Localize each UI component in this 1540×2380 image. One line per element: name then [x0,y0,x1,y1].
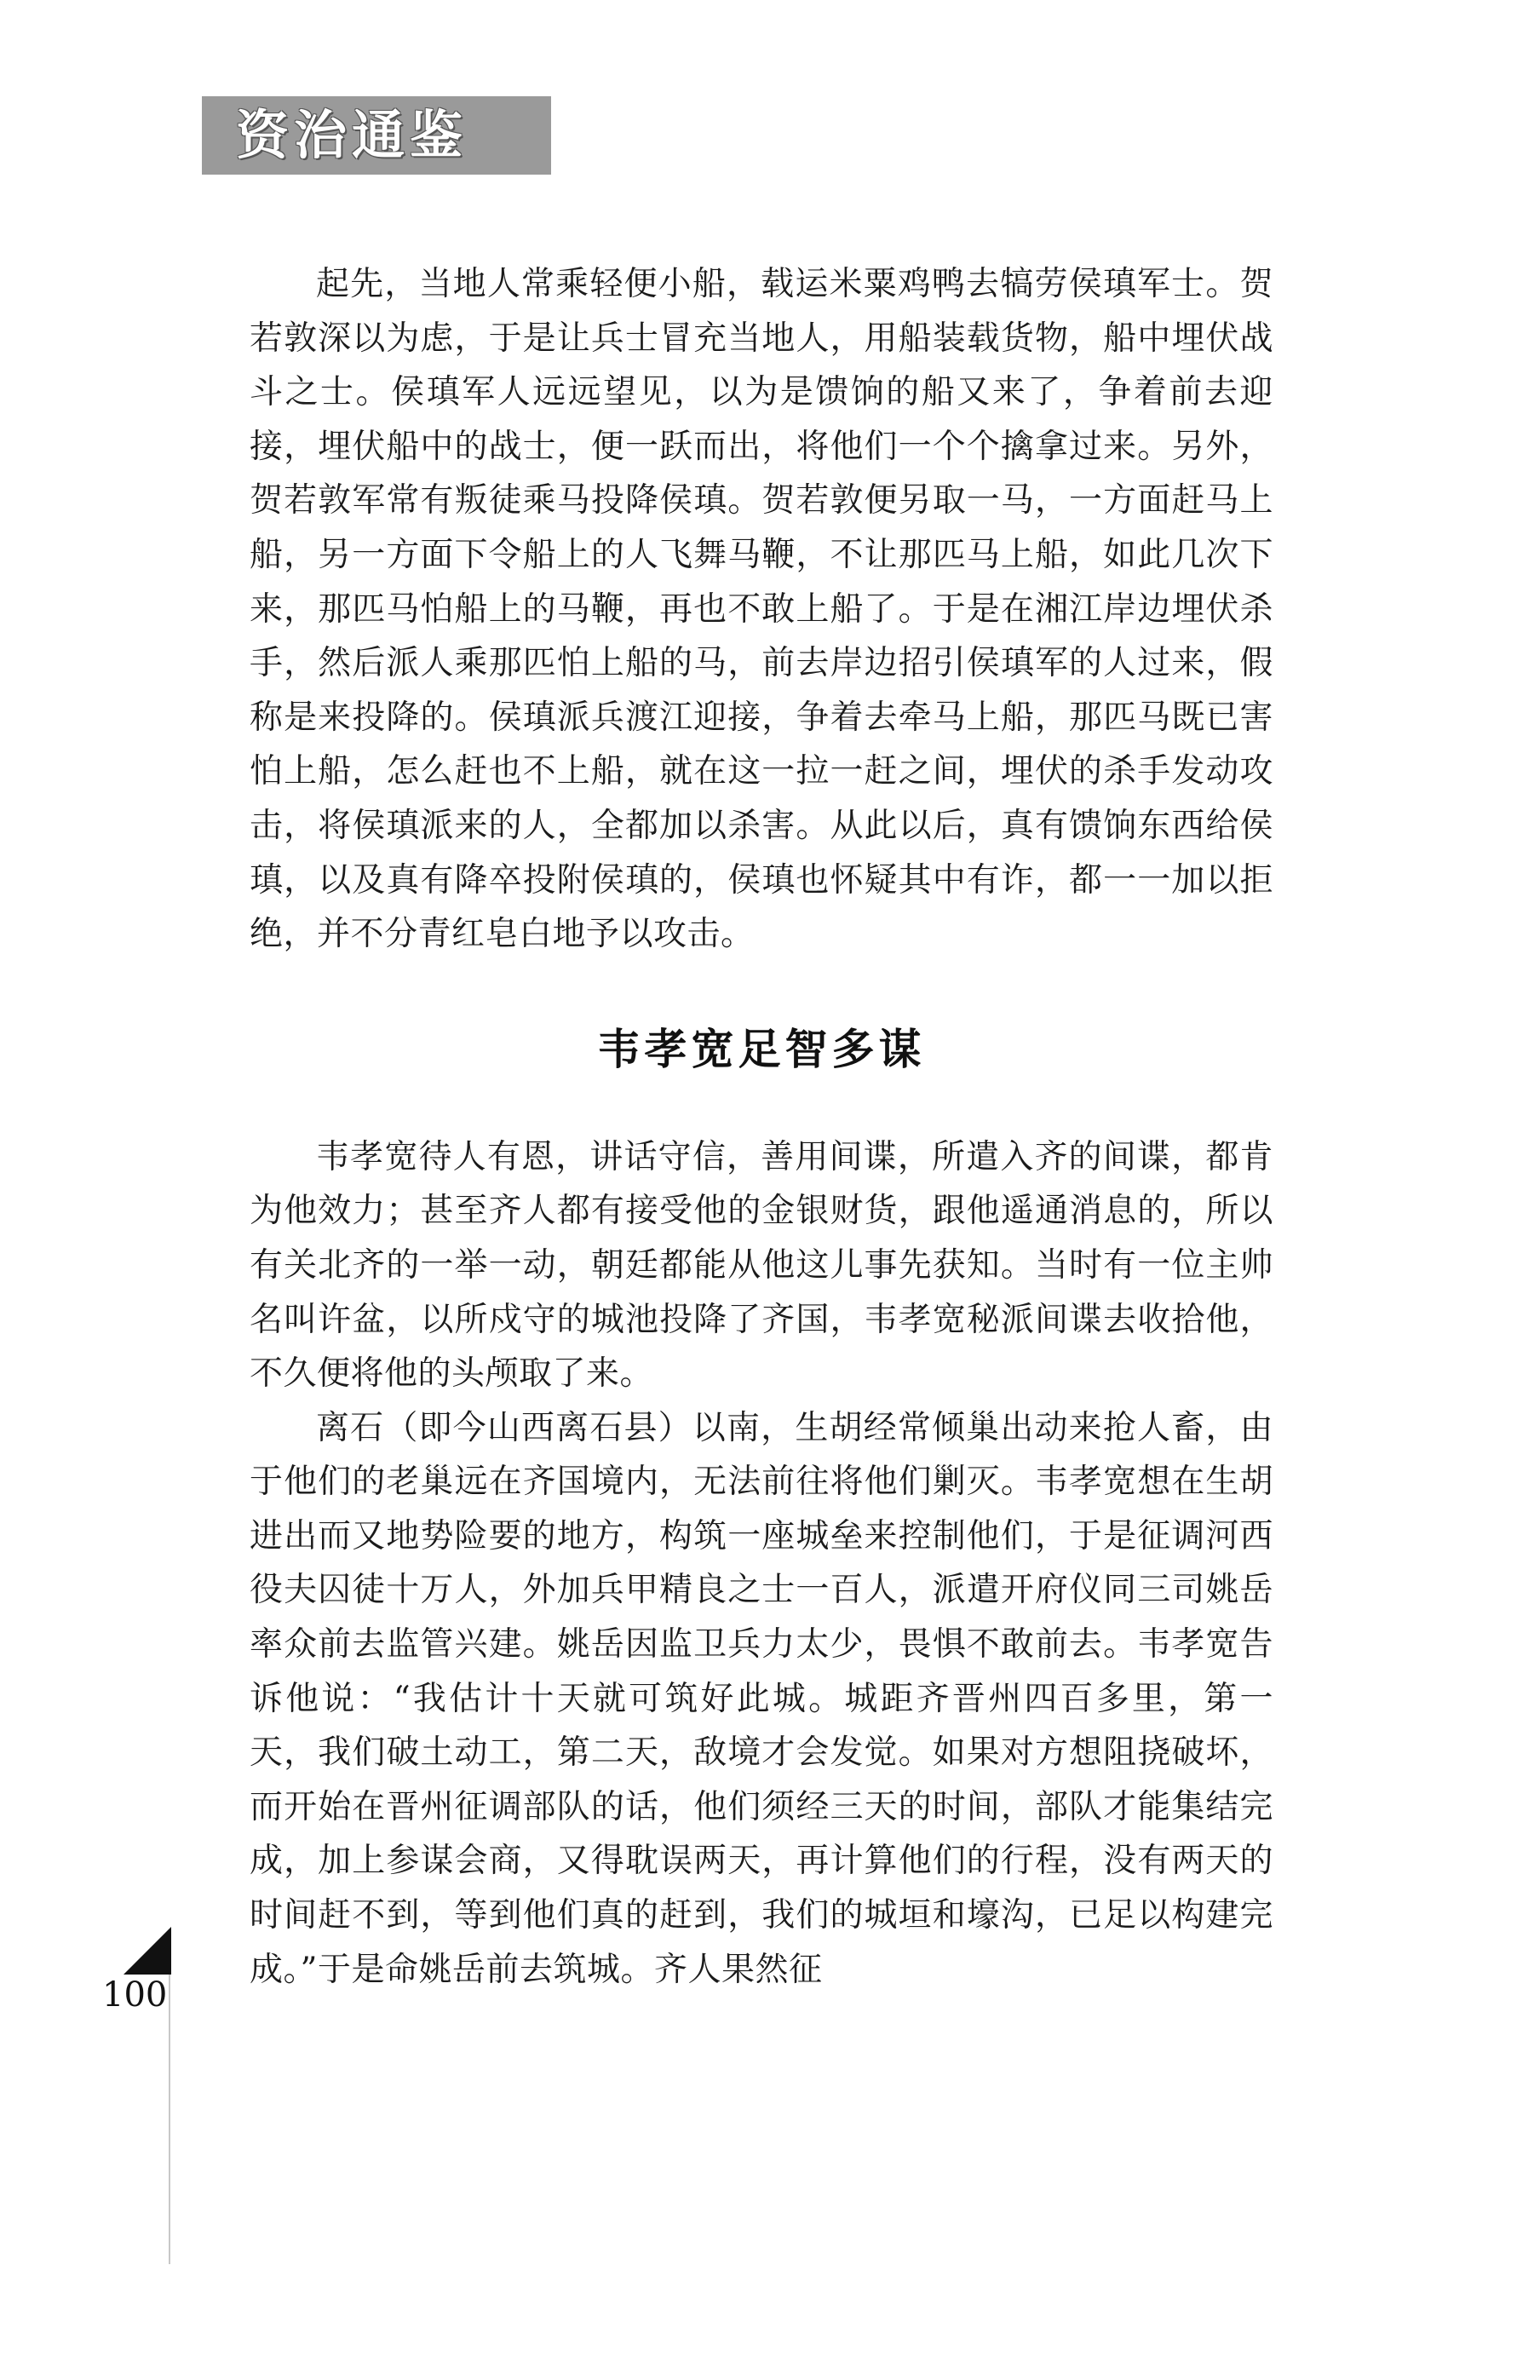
paragraph-he-ruodun-tactics: 起先，当地人常乘轻便小船，载运米粟鸡鸭去犒劳侯瑱军士。贺若敦深以为虑，于是让兵士冒充当地人，用船装载货物，船中埋伏战斗之士。侯瑱军人远远望见，以为是馈饷的船又来了，争着前去迎接，埋伏船中的战士，便一跃而出，将他们一个个擒拿过来。另外，贺若敦军常有叛徒乘马投降侯瑱。贺若敦便另取一马，一方面赶马上船，另一方面下令船上的人飞舞马鞭，不让那匹马上船，如此几次下来，那匹马怕船上的马鞭，再也不敢上船了。于是在湘江岸边埋伏杀手，然后派人乘那匹怕上船的马，前去岸边招引侯瑱军的人过来，假称是来投降的。侯瑱派兵渡江迎接，争着去牵马上船，那匹马既已害怕上船，怎么赶也不上船，就在这一拉一赶之间，埋伏的杀手发动攻击，将侯瑱派来的人，全都加以杀害。从此以后，真有馈饷东西给侯瑱，以及真有降卒投附侯瑱的，侯瑱也怀疑其中有诈，都一一加以拒绝，并不分青红皂白地予以攻击。 [250,265,1273,954]
page-number: 100 [102,1975,168,2015]
paragraph-wei-xiaokuan-spies: 韦孝宽待人有恩，讲话守信，善用间谍，所遣入齐的间谍，都肯为他效力；甚至齐人都有接受他的金银财货，跟他遥通消息的，所以有关北齐的一举一动，朝廷都能从他这儿事先获知。当时有一位主帅名叫许盆，以所戍守的城池投降了齐国，韦孝宽秘派间谍去收拾他，不久便将他的头颅取了来。 [250,1137,1273,1394]
paragraph-lishi-fortress: 离石（即今山西离石县）以南，生胡经常倾巢出动来抢人畜，由于他们的老巢远在齐国境内，无法前往将他们剿灭。韦孝宽想在生胡进出而又地势险要的地方，构筑一座城垒来控制他们，于是征调河西役夫囚徒十万人，外加兵甲精良之士一百人，派遣开府仪同三司姚岳率众前去监管兴建。姚岳因监卫兵力太少，畏惧不敢前去。韦孝宽告诉他说：“我估计十天就可筑好此城。城距齐晋州四百多里，第一天，我们破土动工，第二天，敌境才会发觉。如果对方想阻挠破坏，而开始在晋州征调部队的话，他们须经三天的时间，部队才能集结完成，加上参谋会商，又得耽误两天，再计算他们的行程，没有两天的时间赶不到，等到他们真的赶到，我们的城垣和壕沟，已足以构建完成。”于是命姚岳前去筑城。齐人果然征 [250,1408,1273,1989]
section-title: 韦孝宽足智多谋 [597,1024,926,1074]
page-content [250,257,1273,1997]
page-corner-triangle [124,1927,171,1975]
book-title: 资治通鉴 [236,104,468,166]
book-title-banner [202,96,551,175]
margin-line [169,1932,170,2264]
